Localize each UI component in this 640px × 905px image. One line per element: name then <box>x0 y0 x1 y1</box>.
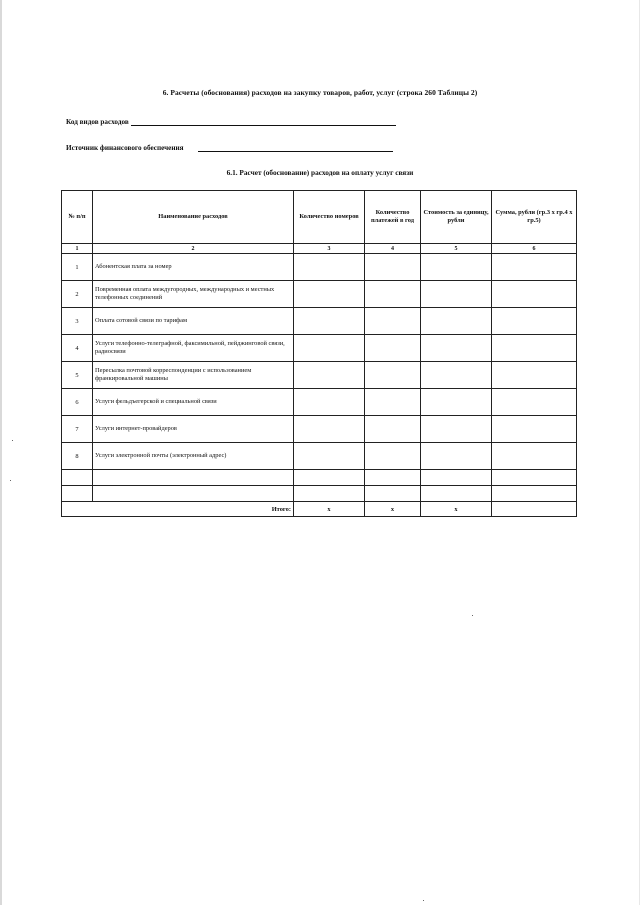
total-label: Итого: <box>62 502 294 517</box>
empty-cell[interactable] <box>93 470 294 486</box>
row-number: 3 <box>62 308 93 335</box>
scan-speck <box>472 615 473 616</box>
total-sum-cell[interactable] <box>492 502 577 517</box>
expense-codes-blank-line[interactable] <box>131 118 396 126</box>
total-x-mark: х <box>421 502 492 517</box>
column-number: 1 <box>62 244 93 254</box>
sum-cell[interactable] <box>492 362 577 389</box>
empty-cell[interactable] <box>294 486 365 502</box>
table-row <box>62 362 577 389</box>
expense-codes-label: Код видов расходов <box>66 118 129 126</box>
row-expense-name: Услуги фельдъегерской и специальной связи <box>93 389 294 416</box>
empty-cell[interactable] <box>365 486 421 502</box>
column-number: 3 <box>294 244 365 254</box>
empty-cell[interactable] <box>492 486 577 502</box>
row-number: 4 <box>62 335 93 362</box>
table-row <box>62 416 577 443</box>
column-number: 4 <box>365 244 421 254</box>
table-row <box>62 254 577 281</box>
header-payments-count: Количество платежей в год <box>365 191 421 244</box>
unit-cost-cell[interactable] <box>421 389 492 416</box>
payments-count-cell[interactable] <box>365 389 421 416</box>
sum-cell[interactable] <box>492 416 577 443</box>
table-title: 6.1. Расчет (обоснование) расходов на оплату услуг связи <box>226 168 414 177</box>
empty-cell[interactable] <box>62 470 93 486</box>
unit-cost-cell[interactable] <box>421 254 492 281</box>
row-expense-name: Оплата сотовой связи по тарифам <box>93 308 294 335</box>
section-title: 6. Расчеты (обоснования) расходов на закупку товаров, работ, услуг (строка 260 Таблицы 2) <box>162 88 478 97</box>
header-number: № п/п <box>62 191 93 244</box>
table-header-row <box>62 191 577 244</box>
unit-cost-cell[interactable] <box>421 281 492 308</box>
payments-count-cell[interactable] <box>365 335 421 362</box>
payments-count-cell[interactable] <box>365 416 421 443</box>
numbers-count-cell[interactable] <box>294 389 365 416</box>
total-x-mark: х <box>294 502 365 517</box>
page-left-edge <box>0 0 2 905</box>
row-expense-name: Услуги телефонно-телеграфной, факсимильной, пейджинговой связи, радиосвязи <box>93 335 294 362</box>
column-number: 6 <box>492 244 577 254</box>
funding-source-label: Источник финансового обеспечения <box>66 144 184 152</box>
numbers-count-cell[interactable] <box>294 416 365 443</box>
table-row <box>62 443 577 470</box>
row-number: 1 <box>62 254 93 281</box>
communication-expenses-table <box>61 190 577 517</box>
header-sum: Сумма, рубли (гр.3 х гр.4 х гр.5) <box>492 191 577 244</box>
funding-source-blank-line[interactable] <box>198 144 393 152</box>
total-row <box>62 502 577 517</box>
payments-count-cell[interactable] <box>365 362 421 389</box>
payments-count-cell[interactable] <box>365 281 421 308</box>
column-number-row <box>62 244 577 254</box>
scan-speck <box>10 480 11 481</box>
unit-cost-cell[interactable] <box>421 443 492 470</box>
empty-cell[interactable] <box>62 486 93 502</box>
header-numbers-count: Количество номеров <box>294 191 365 244</box>
numbers-count-cell[interactable] <box>294 443 365 470</box>
sum-cell[interactable] <box>492 389 577 416</box>
sum-cell[interactable] <box>492 335 577 362</box>
row-number: 7 <box>62 416 93 443</box>
table-row <box>62 335 577 362</box>
header-expense-name: Наименование расходов <box>93 191 294 244</box>
scan-speck <box>423 900 424 901</box>
total-x-mark: х <box>365 502 421 517</box>
sum-cell[interactable] <box>492 443 577 470</box>
unit-cost-cell[interactable] <box>421 335 492 362</box>
empty-cell[interactable] <box>492 470 577 486</box>
numbers-count-cell[interactable] <box>294 362 365 389</box>
row-number: 2 <box>62 281 93 308</box>
funding-source-field <box>66 144 393 152</box>
empty-cell[interactable] <box>421 470 492 486</box>
empty-table-row <box>62 470 577 486</box>
sum-cell[interactable] <box>492 254 577 281</box>
unit-cost-cell[interactable] <box>421 416 492 443</box>
table-row <box>62 389 577 416</box>
row-number: 8 <box>62 443 93 470</box>
sum-cell[interactable] <box>492 308 577 335</box>
unit-cost-cell[interactable] <box>421 362 492 389</box>
table-row <box>62 308 577 335</box>
numbers-count-cell[interactable] <box>294 335 365 362</box>
sum-cell[interactable] <box>492 281 577 308</box>
scan-speck <box>12 440 13 441</box>
table-row <box>62 281 577 308</box>
empty-table-row <box>62 486 577 502</box>
numbers-count-cell[interactable] <box>294 254 365 281</box>
row-expense-name: Услуги электронной почты (электронный адрес) <box>93 443 294 470</box>
row-number: 6 <box>62 389 93 416</box>
empty-cell[interactable] <box>365 470 421 486</box>
payments-count-cell[interactable] <box>365 443 421 470</box>
column-number: 2 <box>93 244 294 254</box>
row-expense-name: Пересылка почтовой корреспонденции с использованием франкировальной машины <box>93 362 294 389</box>
empty-cell[interactable] <box>294 470 365 486</box>
row-expense-name: Услуги интернет-провайдеров <box>93 416 294 443</box>
row-number: 5 <box>62 362 93 389</box>
numbers-count-cell[interactable] <box>294 281 365 308</box>
numbers-count-cell[interactable] <box>294 308 365 335</box>
empty-cell[interactable] <box>93 486 294 502</box>
row-expense-name: Повременная оплата междугородных, международных и местных телефонных соединений <box>93 281 294 308</box>
header-unit-cost: Стоимость за единицу, рубли <box>421 191 492 244</box>
payments-count-cell[interactable] <box>365 308 421 335</box>
column-number: 5 <box>421 244 492 254</box>
expense-codes-field <box>66 118 396 126</box>
payments-count-cell[interactable] <box>365 254 421 281</box>
unit-cost-cell[interactable] <box>421 308 492 335</box>
empty-cell[interactable] <box>421 486 492 502</box>
row-expense-name: Абонентская плата за номер <box>93 254 294 281</box>
